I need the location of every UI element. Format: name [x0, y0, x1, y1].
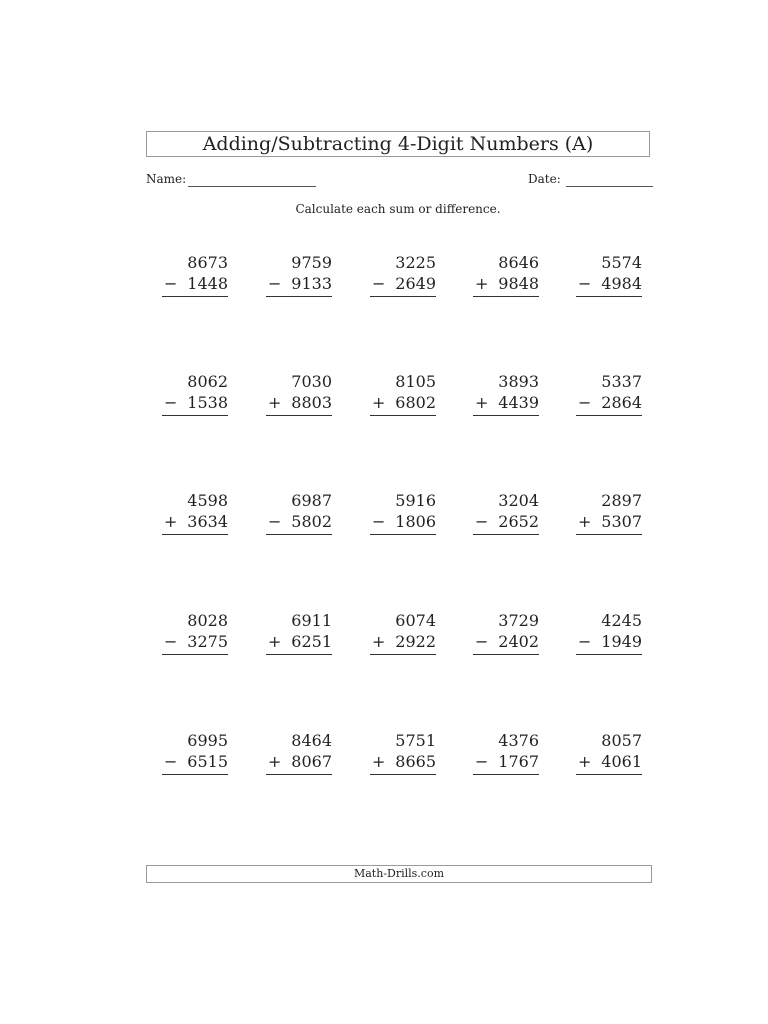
problem-bottom-row: [576, 632, 642, 655]
problem-top-number: 8062: [187, 372, 228, 391]
problem-bottom-number: 6251: [291, 632, 332, 651]
footer-credit: Math-Drills.com: [146, 865, 652, 883]
problem-operator: +: [475, 274, 489, 293]
problem-bottom-row: [266, 274, 332, 297]
problem-bottom-number: 1767: [498, 752, 539, 771]
problem-bottom-row: [473, 632, 539, 655]
problem-bottom-row: [266, 393, 332, 416]
problem: [370, 372, 436, 418]
problem-bottom-row: [266, 752, 332, 775]
problem-bottom-number: 1538: [187, 393, 228, 412]
problem-bottom-row: [370, 512, 436, 535]
problem: [370, 611, 436, 657]
problem-top-number: 6987: [291, 491, 332, 510]
problem-bottom-row: [473, 512, 539, 535]
name-line[interactable]: [188, 186, 316, 187]
problem: [162, 611, 228, 657]
problem-bottom-row: [576, 512, 642, 535]
problem-operator: +: [268, 393, 282, 412]
problem-top-number: 8057: [601, 731, 642, 750]
date-label: Date:: [528, 172, 561, 186]
problem-bottom-number: 9848: [498, 274, 539, 293]
problem-bottom-number: 6802: [395, 393, 436, 412]
name-label: Name:: [146, 172, 187, 186]
problem-operator: −: [475, 752, 489, 771]
problem-operator: +: [578, 512, 592, 531]
problem-bottom-row: [266, 632, 332, 655]
problem-operator: −: [578, 632, 592, 651]
problem-top-number: 8673: [187, 253, 228, 272]
problem-bottom-number: 1806: [395, 512, 436, 531]
problem-top-number: 4245: [601, 611, 642, 630]
problem-bottom-row: [576, 393, 642, 416]
problem: [162, 372, 228, 418]
problem: [473, 731, 539, 777]
problem: [266, 731, 332, 777]
problem-top-number: 3225: [395, 253, 436, 272]
problem: [576, 372, 642, 418]
problem-top-number: 3729: [498, 611, 539, 630]
problem-operator: −: [268, 274, 282, 293]
problem: [473, 372, 539, 418]
problem-bottom-number: 3634: [187, 512, 228, 531]
problem-operator: +: [372, 752, 386, 771]
problem-operator: +: [475, 393, 489, 412]
problem: [576, 253, 642, 299]
problem-top-number: 4376: [498, 731, 539, 750]
instructions: Calculate each sum or difference.: [295, 202, 501, 216]
problem-bottom-row: [576, 752, 642, 775]
problem-bottom-row: [576, 274, 642, 297]
worksheet-title: Adding/Subtracting 4-Digit Numbers (A): [146, 131, 650, 157]
problem-top-number: 4598: [187, 491, 228, 510]
problem-bottom-row: [473, 274, 539, 297]
problem-top-number: 5574: [601, 253, 642, 272]
problem-top-number: 6995: [187, 731, 228, 750]
problem-bottom-row: [473, 393, 539, 416]
problem-top-number: 3893: [498, 372, 539, 391]
problem-bottom-row: [473, 752, 539, 775]
problem-bottom-number: 5307: [601, 512, 642, 531]
problem-top-number: 8646: [498, 253, 539, 272]
problem-bottom-row: [370, 632, 436, 655]
problem-bottom-number: 1448: [187, 274, 228, 293]
problem-bottom-number: 1949: [601, 632, 642, 651]
problem-top-number: 5337: [601, 372, 642, 391]
problem: [473, 611, 539, 657]
problem-bottom-number: 2652: [498, 512, 539, 531]
problem: [370, 253, 436, 299]
problem-operator: −: [475, 512, 489, 531]
problem-top-number: 8464: [291, 731, 332, 750]
problem-operator: +: [164, 512, 178, 531]
problem-operator: +: [372, 393, 386, 412]
problem-bottom-number: 9133: [291, 274, 332, 293]
problem-operator: +: [372, 632, 386, 651]
problem: [473, 491, 539, 537]
problem-operator: −: [268, 512, 282, 531]
problem-bottom-row: [266, 512, 332, 535]
problem-bottom-row: [162, 274, 228, 297]
problem: [266, 491, 332, 537]
problem-bottom-row: [370, 274, 436, 297]
problem-top-number: 6911: [291, 611, 332, 630]
problem-bottom-row: [370, 752, 436, 775]
problem: [370, 491, 436, 537]
problem: [266, 372, 332, 418]
problem-bottom-number: 2649: [395, 274, 436, 293]
problem: [473, 253, 539, 299]
problem-bottom-number: 4984: [601, 274, 642, 293]
problem: [266, 253, 332, 299]
problem: [162, 253, 228, 299]
problem-top-number: 6074: [395, 611, 436, 630]
problem-operator: −: [578, 274, 592, 293]
problem-operator: −: [164, 752, 178, 771]
problem-bottom-number: 2922: [395, 632, 436, 651]
problem-bottom-row: [162, 752, 228, 775]
problem-bottom-row: [162, 512, 228, 535]
problem-bottom-number: 8067: [291, 752, 332, 771]
problem-bottom-number: 4439: [498, 393, 539, 412]
problem-operator: −: [475, 632, 489, 651]
problem: [576, 611, 642, 657]
problem-bottom-number: 5802: [291, 512, 332, 531]
problem-operator: −: [372, 274, 386, 293]
problem-top-number: 8105: [395, 372, 436, 391]
problem-top-number: 5751: [395, 731, 436, 750]
problem: [576, 491, 642, 537]
date-line[interactable]: [566, 186, 653, 187]
problem-operator: −: [164, 393, 178, 412]
problem-top-number: 9759: [291, 253, 332, 272]
problem-bottom-number: 2402: [498, 632, 539, 651]
problem-operator: −: [164, 632, 178, 651]
problem-bottom-number: 3275: [187, 632, 228, 651]
problem-operator: −: [372, 512, 386, 531]
problem-top-number: 5916: [395, 491, 436, 510]
problem-bottom-number: 4061: [601, 752, 642, 771]
problem-top-number: 3204: [498, 491, 539, 510]
problem-operator: −: [164, 274, 178, 293]
problem-top-number: 8028: [187, 611, 228, 630]
problem-bottom-number: 8665: [395, 752, 436, 771]
problem: [162, 491, 228, 537]
problem-bottom-row: [370, 393, 436, 416]
problem: [266, 611, 332, 657]
problem: [576, 731, 642, 777]
problem-bottom-number: 6515: [187, 752, 228, 771]
problem-top-number: 7030: [291, 372, 332, 391]
problem-top-number: 2897: [601, 491, 642, 510]
problem-bottom-row: [162, 632, 228, 655]
problem-bottom-row: [162, 393, 228, 416]
problem-bottom-number: 8803: [291, 393, 332, 412]
problem-bottom-number: 2864: [601, 393, 642, 412]
problem: [162, 731, 228, 777]
problem: [370, 731, 436, 777]
problem-operator: +: [578, 752, 592, 771]
problem-operator: +: [268, 752, 282, 771]
problem-operator: −: [578, 393, 592, 412]
problem-operator: +: [268, 632, 282, 651]
